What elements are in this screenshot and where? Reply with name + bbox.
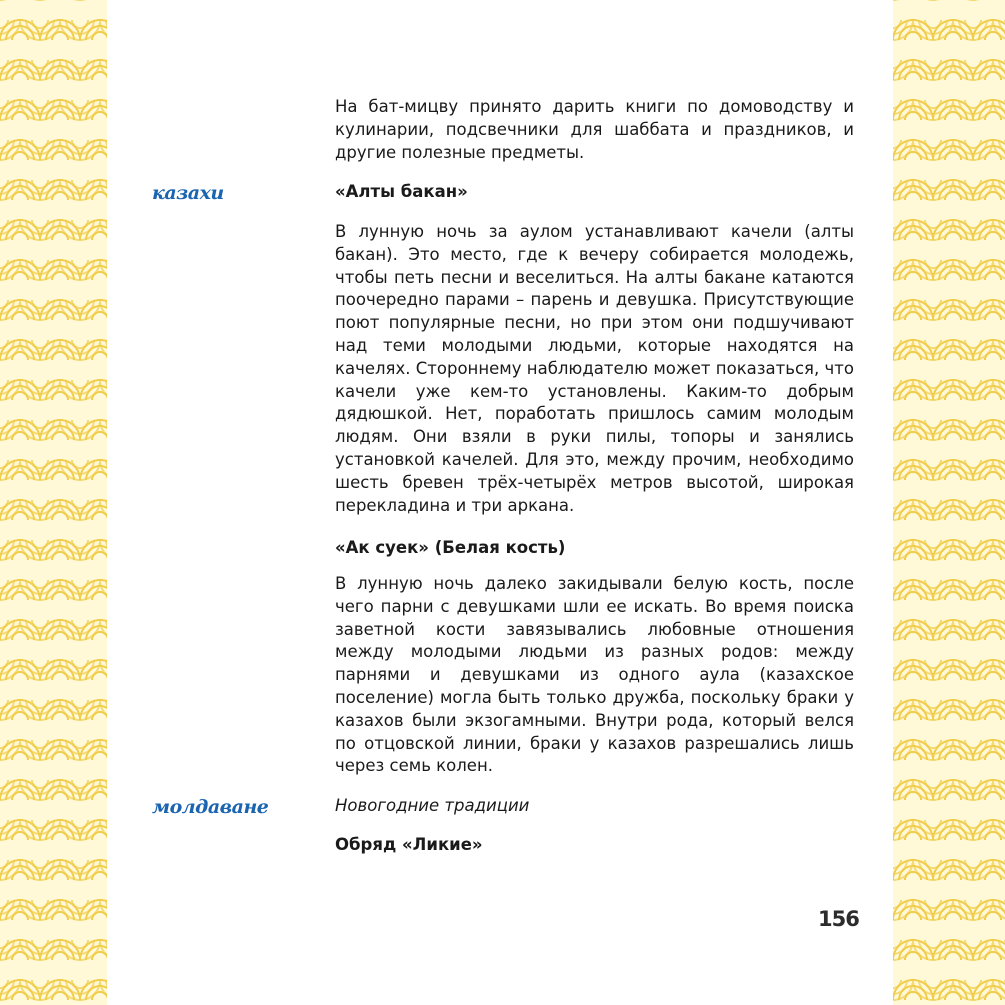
decorative-border-left bbox=[0, 0, 107, 1005]
game-title-alty-bakan: «Алты бакан» bbox=[335, 182, 468, 201]
game-text-ak-suek: В лунную ночь далеко закидывали белую кость, после чего парни с девушками шли ее искать. Во время поиска заветной кости завязывались любовные отношения между молодыми людьми из разных родов: между парнями и девушками из одного аула (казахское поселение) могла быть только дружба, поскольку браки у казахов были экзогамными. Внутри рода, который велся по отцовской линии, браки у казахов разрешались лишь через семь колен. bbox=[335, 574, 854, 776]
game-title-likie: Обряд «Ликие» bbox=[335, 835, 483, 854]
decorative-border-right bbox=[893, 0, 1005, 1005]
section-heading-moldovans: молдаване bbox=[152, 796, 269, 818]
section-heading-kazakhs: казахи bbox=[152, 182, 224, 204]
game-title-ak-suek: «Ак суек» (Белая кость) bbox=[335, 538, 566, 557]
game-text-alty-bakan: В лунную ночь за аулом устанавливают качели (алты бакан). Это место, где к вечеру собирается молодежь, чтобы петь песни и веселиться. На алты бакане катаются поочередно парами – парень и девушка. Присутствующие поют популярные песни, но при этом они подшучивают над теми молодыми людьми, которые находятся на качелях. Стороннему наблюдателю может показаться, что качели уже кем-то установлены. Каким-то добрым дядюшкой. Нет, поработать пришлось самим молодым людям. Они взяли в руки пилы, топоры и занялись установкой качелей. Для это, между прочим, необходимо шесть бревен трёх-четырёх метров высотой, широкая перекладина и три аркана. bbox=[335, 222, 854, 515]
page-number: 156 bbox=[818, 907, 859, 931]
intro-paragraph: На бат-мицву принято дарить книги по домоводству и кулинарии, подсвечники для шаббата и праздников, и другие полезные предметы. bbox=[335, 97, 854, 162]
section-subheading: Новогодние традиции bbox=[335, 796, 530, 815]
